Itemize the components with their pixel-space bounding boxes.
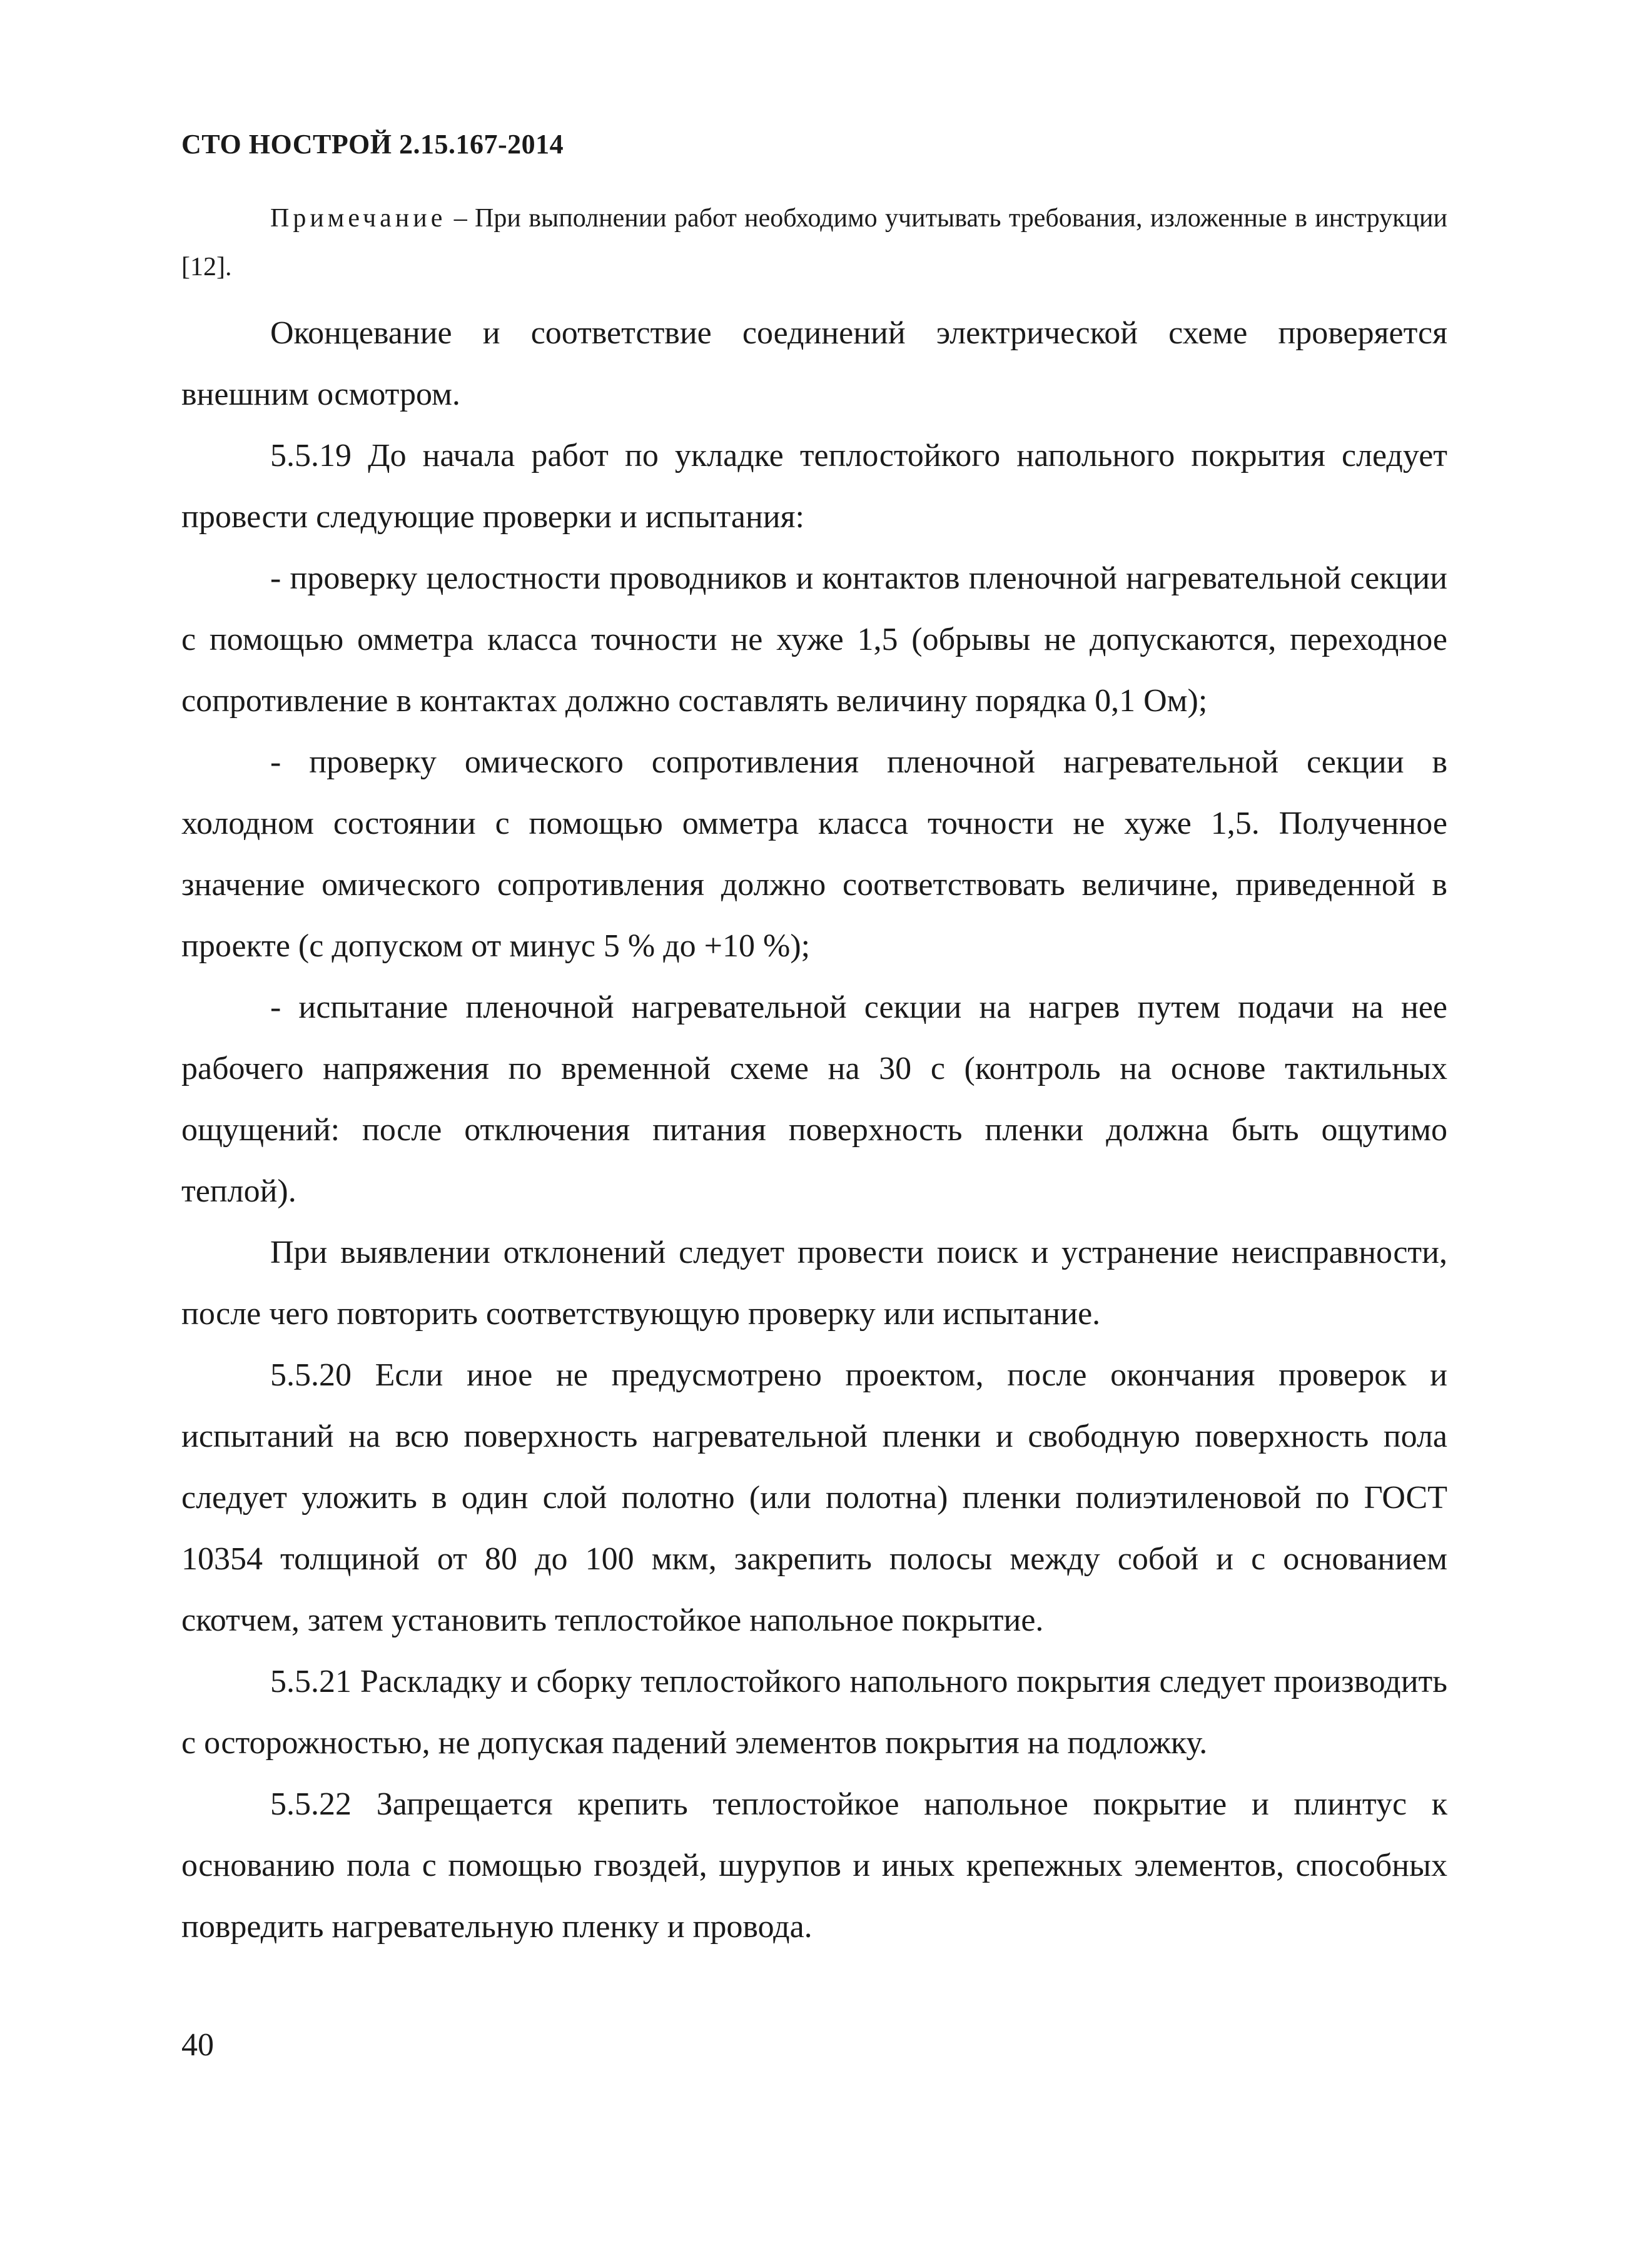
paragraph-5-5-20: 5.5.20 Если иное не предусмотрено проектом, после окончания проверок и испытаний на всю поверхность нагревательной пленки и свободную поверхность пола следует уложить в один слой полотно (или полотна) пленки полиэтиленовой по ГОСТ 10354 толщиной от 80 до 100 мкм, закрепить полосы между собой и с основанием скотчем, затем установить теплостойкое напольное покрытие. bbox=[181, 1357, 1447, 1638]
note-paragraph bbox=[181, 194, 1447, 291]
paragraph-5-5-19: 5.5.19 До начала работ по укладке теплостойкого напольного покрытия следует провести следующие проверки и испытания: bbox=[181, 438, 1447, 535]
note-text: – При выполнении работ необходимо учитывать требования, изложенные в инструкции [12]. bbox=[181, 204, 1447, 281]
paragraph-inspection: Оконцевание и соответствие соединений электрической схеме проверяется внешним осмотром. bbox=[181, 315, 1447, 412]
paragraph-5-5-21: 5.5.21 Раскладку и сборку теплостойкого напольного покрытия следует производить с осторожностью, не допуская падений элементов покрытия на подложку. bbox=[181, 1664, 1447, 1761]
paragraph-5-5-22: 5.5.22 Запрещается крепить теплостойкое напольное покрытие и плинтус к основанию пола с помощью гвоздей, шурупов и иных крепежных элементов, способных повредить нагревательную пленку и провода. bbox=[181, 1786, 1447, 1945]
document-header: СТО НОСТРОЙ 2.15.167-2014 bbox=[181, 129, 564, 159]
list-item-resistance-check: - проверку омического сопротивления пленочной нагревательной секции в холодном состоянии с помощью омметра класса точности не хуже 1,5. Полученное значение омического сопротивления должно соответствовать величине, приведенной в проекте (с допуском от минус 5 % до +10 %); bbox=[181, 744, 1447, 964]
list-item-continuity-check: - проверку целостности проводников и контактов пленочной нагревательной секции с помощью омметра класса точности не хуже 1,5 (обрывы не допускаются, переходное сопротивление в контактах должно составлять величину порядка 0,1 Ом); bbox=[181, 560, 1447, 719]
note-label: Примечание bbox=[270, 204, 447, 233]
paragraph-deviations: При выявлении отклонений следует провести поиск и устранение неисправности, после чего повторить соответствующую проверку или испытание. bbox=[181, 1235, 1447, 1332]
page-number: 40 bbox=[181, 2027, 214, 2063]
list-item-heating-test: - испытание пленочной нагревательной секции на нагрев путем подачи на нее рабочего напряжения по временной схеме на 30 с (контроль на основе тактильных ощущений: после отключения питания поверхность пленки должна быть ощутимо теплой). bbox=[181, 990, 1447, 1209]
document-body bbox=[181, 194, 1447, 1958]
